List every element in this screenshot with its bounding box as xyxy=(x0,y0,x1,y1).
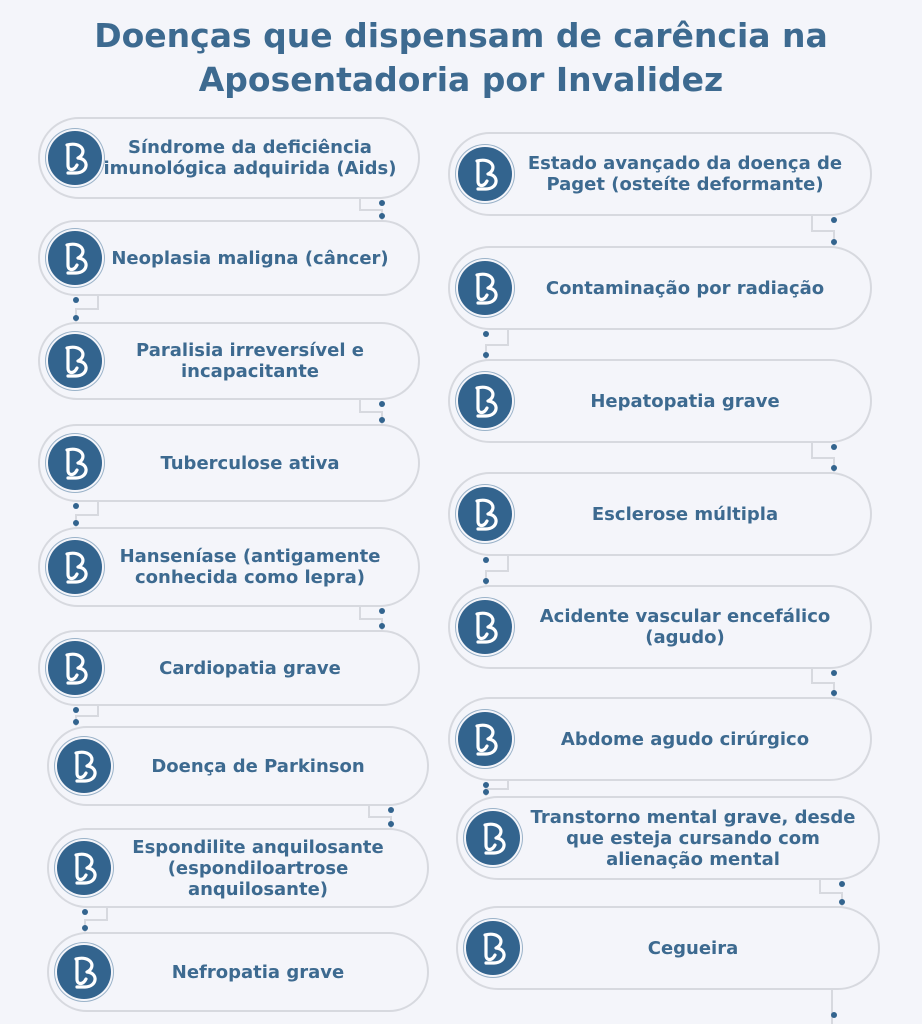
disease-label: Hepatopatia grave xyxy=(590,390,780,412)
brand-logo-icon xyxy=(48,436,102,490)
right-connector-dot-7b xyxy=(839,881,845,887)
title-line-1: Doenças que dispensam de carência na xyxy=(94,16,828,55)
right-connector-5 xyxy=(812,669,834,697)
left-connector-4 xyxy=(76,502,98,527)
right-connector-dot-4b xyxy=(483,578,489,584)
right-connector-dot-2b xyxy=(483,352,489,358)
left-connector-6 xyxy=(76,706,98,726)
right-connector-dot-7 xyxy=(839,899,845,905)
brand-logo-icon xyxy=(458,147,512,201)
disease-label: Síndrome da deficiência imunológica adquirida (Aids) xyxy=(103,137,397,179)
brand-logo-icon xyxy=(458,600,512,654)
disease-label: Paralisia irreversível e incapacitante xyxy=(136,340,364,382)
right-connector-dot-5b xyxy=(831,670,837,676)
disease-label: Hanseníase (antigamente conhecida como lepra) xyxy=(119,546,381,588)
right-connector-dot-2 xyxy=(483,331,489,337)
left-connector-dot-3 xyxy=(379,417,385,423)
brand-logo-icon xyxy=(48,641,102,695)
left-connector-dot-1 xyxy=(379,213,385,219)
brand-logo-icon xyxy=(57,739,111,793)
right-connector-dot-5 xyxy=(831,690,837,696)
disease-label: Estado avançado da doença de Paget (osteíte deformante) xyxy=(527,153,843,195)
left-connector-dot-7b xyxy=(388,807,394,813)
right-connector-dot-1 xyxy=(831,239,837,245)
disease-label: Tuberculose ativa xyxy=(160,452,340,474)
left-connector-dot-5 xyxy=(379,623,385,629)
disease-label: Transtorno mental grave, desde que esteja cursando com alienação mental xyxy=(530,806,856,870)
brand-logo-icon xyxy=(57,841,111,895)
disease-label: Nefropatia grave xyxy=(171,961,345,983)
left-connector-8 xyxy=(85,908,107,932)
right-connector-dot-4 xyxy=(483,557,489,563)
brand-logo-icon xyxy=(458,712,512,766)
left-connector-dot-8 xyxy=(82,909,88,915)
right-connector-3 xyxy=(812,443,834,472)
brand-logo-icon xyxy=(458,487,512,541)
left-connector-7 xyxy=(369,806,391,828)
right-connector-6 xyxy=(486,781,508,796)
right-connector-dot-6 xyxy=(483,782,489,788)
right-connector-dot-3b xyxy=(831,444,837,450)
brand-logo-icon xyxy=(48,131,102,185)
left-connector-dot-7 xyxy=(388,821,394,827)
left-connector-5 xyxy=(360,607,382,630)
brand-logo-icon xyxy=(466,811,520,865)
left-connector-dot-4 xyxy=(73,503,79,509)
disease-label: Espondilite anquilosante (espondiloartrose anquilosante) xyxy=(132,836,384,900)
right-connector-7 xyxy=(820,880,842,906)
right-connector-4 xyxy=(486,556,508,585)
left-connector-3 xyxy=(360,400,382,424)
brand-logo-icon xyxy=(48,540,102,594)
disease-label: Cegueira xyxy=(647,937,739,959)
brand-logo-icon xyxy=(458,261,512,315)
left-connector-dot-8b xyxy=(82,925,88,931)
right-connector-1 xyxy=(812,216,834,246)
left-connector-dot-1b xyxy=(379,200,385,206)
disease-label: Acidente vascular encefálico (agudo) xyxy=(539,606,831,648)
right-connector-2 xyxy=(486,330,508,359)
left-connector-dot-6 xyxy=(73,707,79,713)
left-connector-dot-2b xyxy=(73,315,79,321)
disease-label: Esclerose múltipla xyxy=(591,503,779,525)
left-connector-dot-2 xyxy=(73,297,79,303)
disease-label: Contaminação por radiação xyxy=(545,277,825,299)
left-connector-dot-3b xyxy=(379,401,385,407)
right-connector-dot-6b xyxy=(483,789,489,795)
brand-logo-icon xyxy=(466,921,520,975)
disease-label: Doença de Parkinson xyxy=(151,755,365,777)
left-connector-1 xyxy=(360,199,382,220)
left-connector-dot-6b xyxy=(73,719,79,725)
right-connector-dot-1b xyxy=(831,217,837,223)
disease-label: Neoplasia maligna (câncer) xyxy=(111,247,389,269)
left-connector-2 xyxy=(76,296,98,322)
brand-logo-icon xyxy=(48,334,102,388)
title-line-2: Aposentadoria por Invalidez xyxy=(198,60,724,99)
disease-label: Cardiopatia grave xyxy=(159,657,341,679)
brand-logo-icon xyxy=(57,945,111,999)
right-connector-dot-3 xyxy=(831,465,837,471)
brand-logo-icon xyxy=(48,231,102,285)
right-connector-tail-dot xyxy=(831,1012,837,1018)
disease-label: Abdome agudo cirúrgico xyxy=(560,728,810,750)
left-connector-dot-5b xyxy=(379,608,385,614)
brand-logo-icon xyxy=(458,374,512,428)
left-connector-dot-4b xyxy=(73,520,79,526)
